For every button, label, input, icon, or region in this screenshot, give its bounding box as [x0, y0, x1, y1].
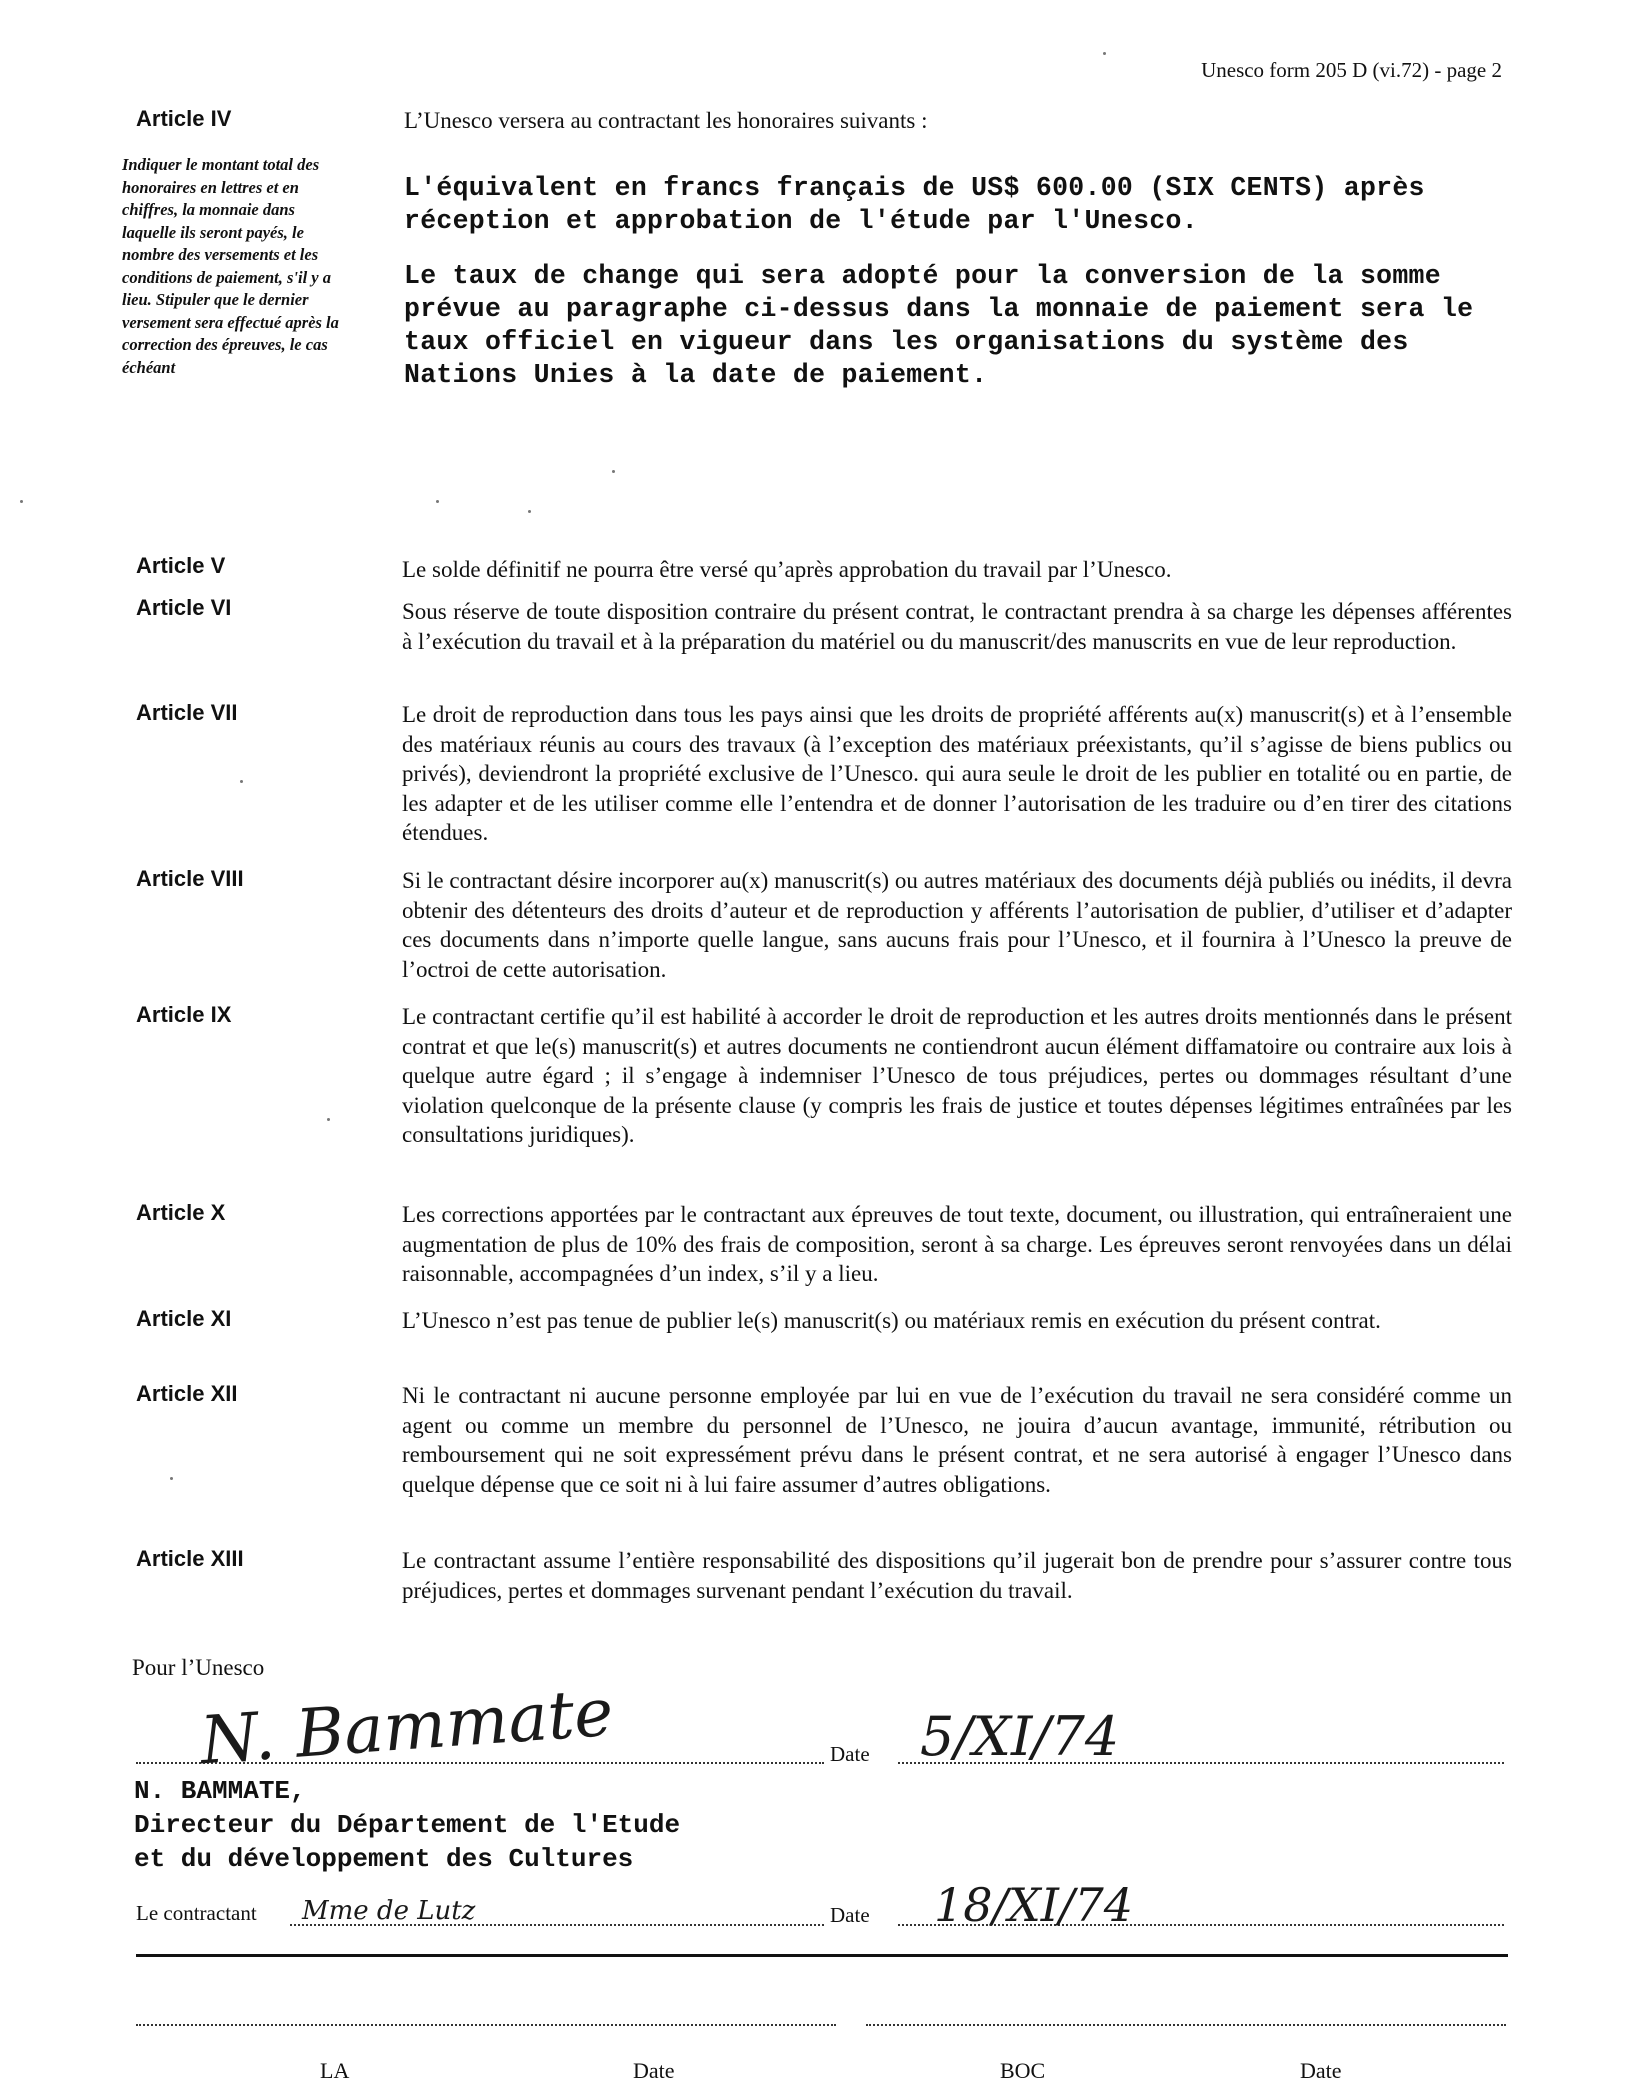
unesco-date-label: Date [830, 1742, 870, 1766]
article-ix-label: Article IX [136, 1002, 232, 1027]
footer-la-label: LA [320, 2058, 350, 2083]
scan-speck [528, 510, 531, 513]
article-iv-label: Article IV [136, 106, 232, 131]
footer-boc-line [866, 2024, 1506, 2026]
scan-speck [20, 500, 23, 503]
article-xiii-label: Article XIII [136, 1546, 244, 1571]
footer-date-label-2: Date [1300, 2058, 1342, 2083]
article-xi-label: Article XI [136, 1306, 232, 1331]
unesco-signature: N. Bammate [197, 1673, 616, 1780]
article-viii-text: Si le contractant désire incorporer au(x) manuscrit(s) ou autres matériaux des documents déjà publiés ou inédits, il devra obtenir des détenteurs des droits d’auteur et de reproduction y afférents l’autorisation de publier, d’utiliser et d’adapter ces documents dans n’importe quelle langue, sans aucuns frais pour l’Unesco, et il fournira à l’Unesco la preuve de l’octroi de cette autorisation. [402, 868, 1512, 982]
pour-unesco-label: Pour l’Unesco [132, 1655, 265, 1680]
article-xiii-text: Le contractant assume l’entière responsabilité des dispositions qu’il jugerait bon de prendre pour s’assurer contre tous préjudices, pertes et dommages survenant pendant l’exécution du travail. [402, 1548, 1512, 1603]
scan-speck [327, 1118, 330, 1121]
scan-speck [170, 1477, 173, 1480]
contractant-label: Le contractant [136, 1901, 257, 1925]
article-iv-fee-paragraph: L'équivalent en francs français de US$ 600.00 (SIX CENTS) après réception et approbation de l'étude par l'Unesco. [404, 173, 1425, 236]
scan-speck [240, 780, 243, 783]
article-vi-label: Article VI [136, 595, 232, 620]
signatory-title-line-2: et du développement des Cultures [134, 1844, 634, 1874]
article-x-label: Article X [136, 1200, 226, 1225]
footer-boc-label: BOC [1000, 2058, 1046, 2083]
scan-speck [436, 500, 439, 503]
footer-date-label-1: Date [633, 2058, 675, 2083]
article-iv-text: L’Unesco versera au contractant les honoraires suivants : [404, 108, 928, 133]
unesco-date-value: 5/XI/74 [920, 1705, 1120, 1768]
article-iv-side-note: Indiquer le montant total des honoraires en lettres et en chiffres, la monnaie dans laquelle ils seront payés, le nombre des versements et les conditions de paiement, s'il y a lieu. Stipuler que le dernier versement sera effectué après la correction des épreuves, le cas échéant [122, 155, 339, 377]
article-xi-text: L’Unesco n’est pas tenue de publier le(s) manuscrit(s) ou matériaux remis en exécution du présent contrat. [402, 1308, 1381, 1333]
signatory-title-line-1: Directeur du Département de l'Etude [134, 1810, 681, 1840]
contractant-signature: Mme de Lutz [302, 1896, 476, 1926]
scan-speck [612, 470, 615, 473]
article-vii-text: Le droit de reproduction dans tous les pays ainsi que les droits de propriété afférents au(x) manuscrit(s) et à l’ensemble des matériaux réunis au cours des travaux (à l’exception des matériaux préexistants, qu’il s’agisse de biens publics ou privés), deviendront la propriété exclusive de l’Unesco. qui aura seule le droit de les publier en totalité ou en partie, de les adapter et de les utiliser comme elle l’entendra et de donner l’autorisation de les traduire ou d’en tirer des citations étendues. [402, 702, 1512, 845]
article-vii-label: Article VII [136, 700, 238, 725]
article-v-text: Le solde définitif ne pourra être versé qu’après approbation du travail par l’Unesco. [402, 557, 1172, 582]
article-ix-text: Le contractant certifie qu’il est habilité à accorder le droit de reproduction et les autres droits mentionnés dans le présent contrat et que le(s) manuscrit(s) et autres documents ne contiendront aucun élément diffamatoire ou contraire aux lois à quelque autre égard ; il s’engage à indemniser l’Unesco de tous préjudices, pertes ou dommages résultant d’une violation quelconque de la présente clause (y compris les frais de justice et toutes dépenses légitimes entraînées par les consultations juridiques). [402, 1004, 1512, 1147]
article-viii-label: Article VIII [136, 866, 244, 891]
article-xii-text: Ni le contractant ni aucune personne employée par lui en vue de l’exécution du travail ne sera considéré comme un agent ou comme un membre du personnel de l’Unesco, ne jouira d’aucun avantage, immunité, rétribution ou remboursement qui ne soit expressément prévu dans le présent contrat, et ne sera autorisé à engager l’Unesco dans quelque dépense que ce soit ni à lui faire assumer d’autres obligations. [402, 1383, 1512, 1497]
contractant-date-label: Date [830, 1903, 870, 1927]
signatory-name: N. BAMMATE, [134, 1776, 306, 1806]
article-x-text: Les corrections apportées par le contractant aux épreuves de tout texte, document, ou illustration, qui entraîneraient une augmentation de plus de 10% des frais de composition, seront à sa charge. Les épreuves seront renvoyées dans un délai raisonnable, accompagnées d’un index, s’il y a lieu. [402, 1202, 1512, 1286]
article-iv-exchange-paragraph: Le taux de change qui sera adopté pour la conversion de la somme prévue au paragraphe ci-dessus dans la monnaie de paiement sera le taux officiel en vigueur dans les organisations du système des Nations Unies à la date de paiement. [404, 261, 1474, 390]
article-vi-text: Sous réserve de toute disposition contraire du présent contrat, le contractant prendra à sa charge les dépenses afférentes à l’exécution du travail et à la préparation du matériel ou du manuscrit/des manuscrits en vue de leur reproduction. [402, 599, 1512, 654]
article-xii-label: Article XII [136, 1381, 238, 1406]
contractant-date-value: 18/XI/74 [934, 1878, 1133, 1932]
article-v-label: Article V [136, 553, 226, 578]
form-reference: Unesco form 205 D (vi.72) - page 2 [1201, 58, 1502, 82]
scan-speck [1103, 52, 1106, 55]
footer-separator [136, 1954, 1508, 1957]
footer-la-line [136, 2024, 836, 2026]
